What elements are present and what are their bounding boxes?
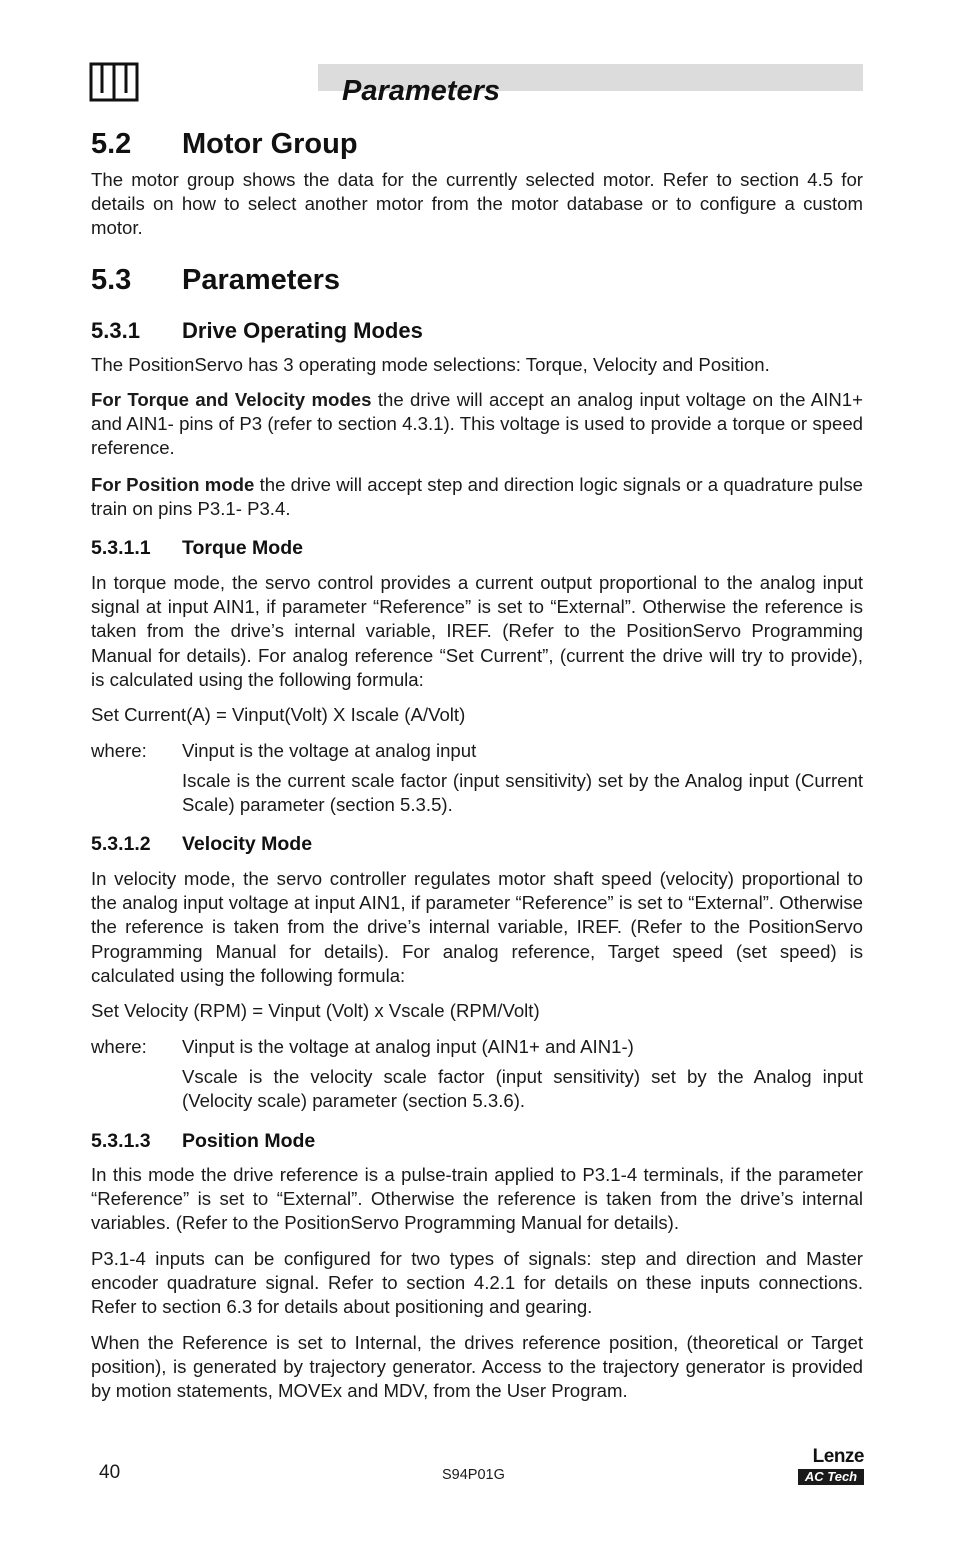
section-number: 5.3.1.3 <box>91 1130 151 1152</box>
section-title: Motor Group <box>182 128 358 160</box>
logo-top-text: Lenze <box>812 1446 864 1467</box>
logo-bottom-text: AC Tech <box>798 1469 864 1485</box>
bold-lead: For Torque and Velocity modes <box>91 389 372 410</box>
section-number: 5.3 <box>91 264 132 296</box>
section-title: Velocity Mode <box>182 833 313 855</box>
velocity-mode-text: In velocity mode, the servo controller regulates motor shaft speed (velocity) proportional to the analog input voltage at input AIN1, if parameter “Reference” is set to “External”. Otherwise the reference is taken from the drive’s internal variable, IREF. (Refer to the PositionServo Programming Manual for details). For analog reference, Target speed (set speed) is calculated using the following formula: <box>91 868 863 986</box>
section-number: 5.3.1.1 <box>91 537 151 559</box>
lenze-actech-logo <box>796 1447 864 1487</box>
position-mode-text-1: In this mode the drive reference is a pulse-train applied to P3.1-4 terminals, if the parameter “Reference” is set to “External”. Otherwise the reference is taken from the drive’s internal variables. (Refer to the PositionServo Programming Manual for details). <box>91 1164 863 1234</box>
section-5-3-1-3-heading <box>91 1129 315 1153</box>
section-number: 5.3.1.2 <box>91 833 151 855</box>
page-number: 40 <box>99 1462 121 1483</box>
torque-mode-text: In torque mode, the servo control provides a current output proportional to the analog input signal at input AIN1, if parameter “Reference” is set to “External”. Otherwise the reference is taken from the drive’s internal variable, IREF. (Refer to the PositionServo Programming Manual for details). For analog reference “Set Current”, (current the drive will try to provide), is calculated using the following formula: <box>91 572 863 690</box>
header-title: Parameters <box>342 75 500 107</box>
section-title: Parameters <box>182 264 340 296</box>
position-mode-text-3: When the Reference is set to Internal, the drives reference position, (theoretical or Target position), is generated by trajectory generator. Access to the trajectory generator is provided by motion statements, MOVEx and MDV, from the User Program. <box>91 1332 863 1402</box>
velocity-formula: Set Velocity (RPM) = Vinput (Volt) x Vscale (RPM/Volt) <box>91 1000 540 1021</box>
paragraph-text: the drive will accept step and direction logic signals or a quadrature pulse train on pins P3.1- P3.4. <box>91 474 863 520</box>
section-5-2-heading <box>91 127 358 161</box>
motor-group-text: The motor group shows the data for the currently selected motor. Refer to section 4.5 for details on how to select another motor from the motor database or to configure a custom motor. <box>91 169 863 239</box>
section-title: Torque Mode <box>182 537 303 559</box>
where-definition: Vinput is the voltage at analog input <box>182 740 477 761</box>
section-title: Position Mode <box>182 1130 316 1152</box>
section-5-3-1-2-heading <box>91 832 312 856</box>
section-number: 5.3.1 <box>91 318 140 343</box>
paragraph-text: the drive will accept an analog input voltage on the AIN1+ and AIN1- pins of P3 (refer to section 4.3.1). This voltage is used to provide a torque or speed reference. <box>91 389 863 459</box>
section-5-3-1-1-heading <box>91 536 303 560</box>
torque-velocity-paragraph <box>91 388 863 461</box>
where-definition: Iscale is the current scale factor (input sensitivity) set by the Analog input (Current Scale) parameter (section 5.3.5). <box>182 770 863 816</box>
torque-formula: Set Current(A) = Vinput(Volt) X Iscale (A/Volt) <box>91 704 466 725</box>
bold-lead: For Position mode <box>91 474 255 495</box>
position-mode-paragraph <box>91 473 863 521</box>
section-5-3-1-heading <box>91 318 423 344</box>
section-number: 5.2 <box>91 128 132 160</box>
position-mode-text-2: P3.1-4 inputs can be configured for two types of signals: step and direction and Master encoder quadrature signal. Refer to section 4.2.1 for details on these inputs connections. Refer to section 6.3 for details about positioning and gearing. <box>91 1248 863 1318</box>
where-label: where: <box>91 1036 147 1057</box>
document-code: S94P01G <box>442 1467 505 1483</box>
where-label: where: <box>91 740 147 761</box>
book-icon <box>89 61 139 103</box>
where-definition: Vscale is the velocity scale factor (input sensitivity) set by the Analog input (Velocity scale) parameter (section 5.3.6). <box>182 1066 863 1112</box>
section-5-3-heading <box>91 263 340 297</box>
section-title: Drive Operating Modes <box>182 318 423 343</box>
where-definition: Vinput is the voltage at analog input (AIN1+ and AIN1-) <box>182 1036 634 1057</box>
operating-modes-intro: The PositionServo has 3 operating mode selections: Torque, Velocity and Position. <box>91 354 770 375</box>
